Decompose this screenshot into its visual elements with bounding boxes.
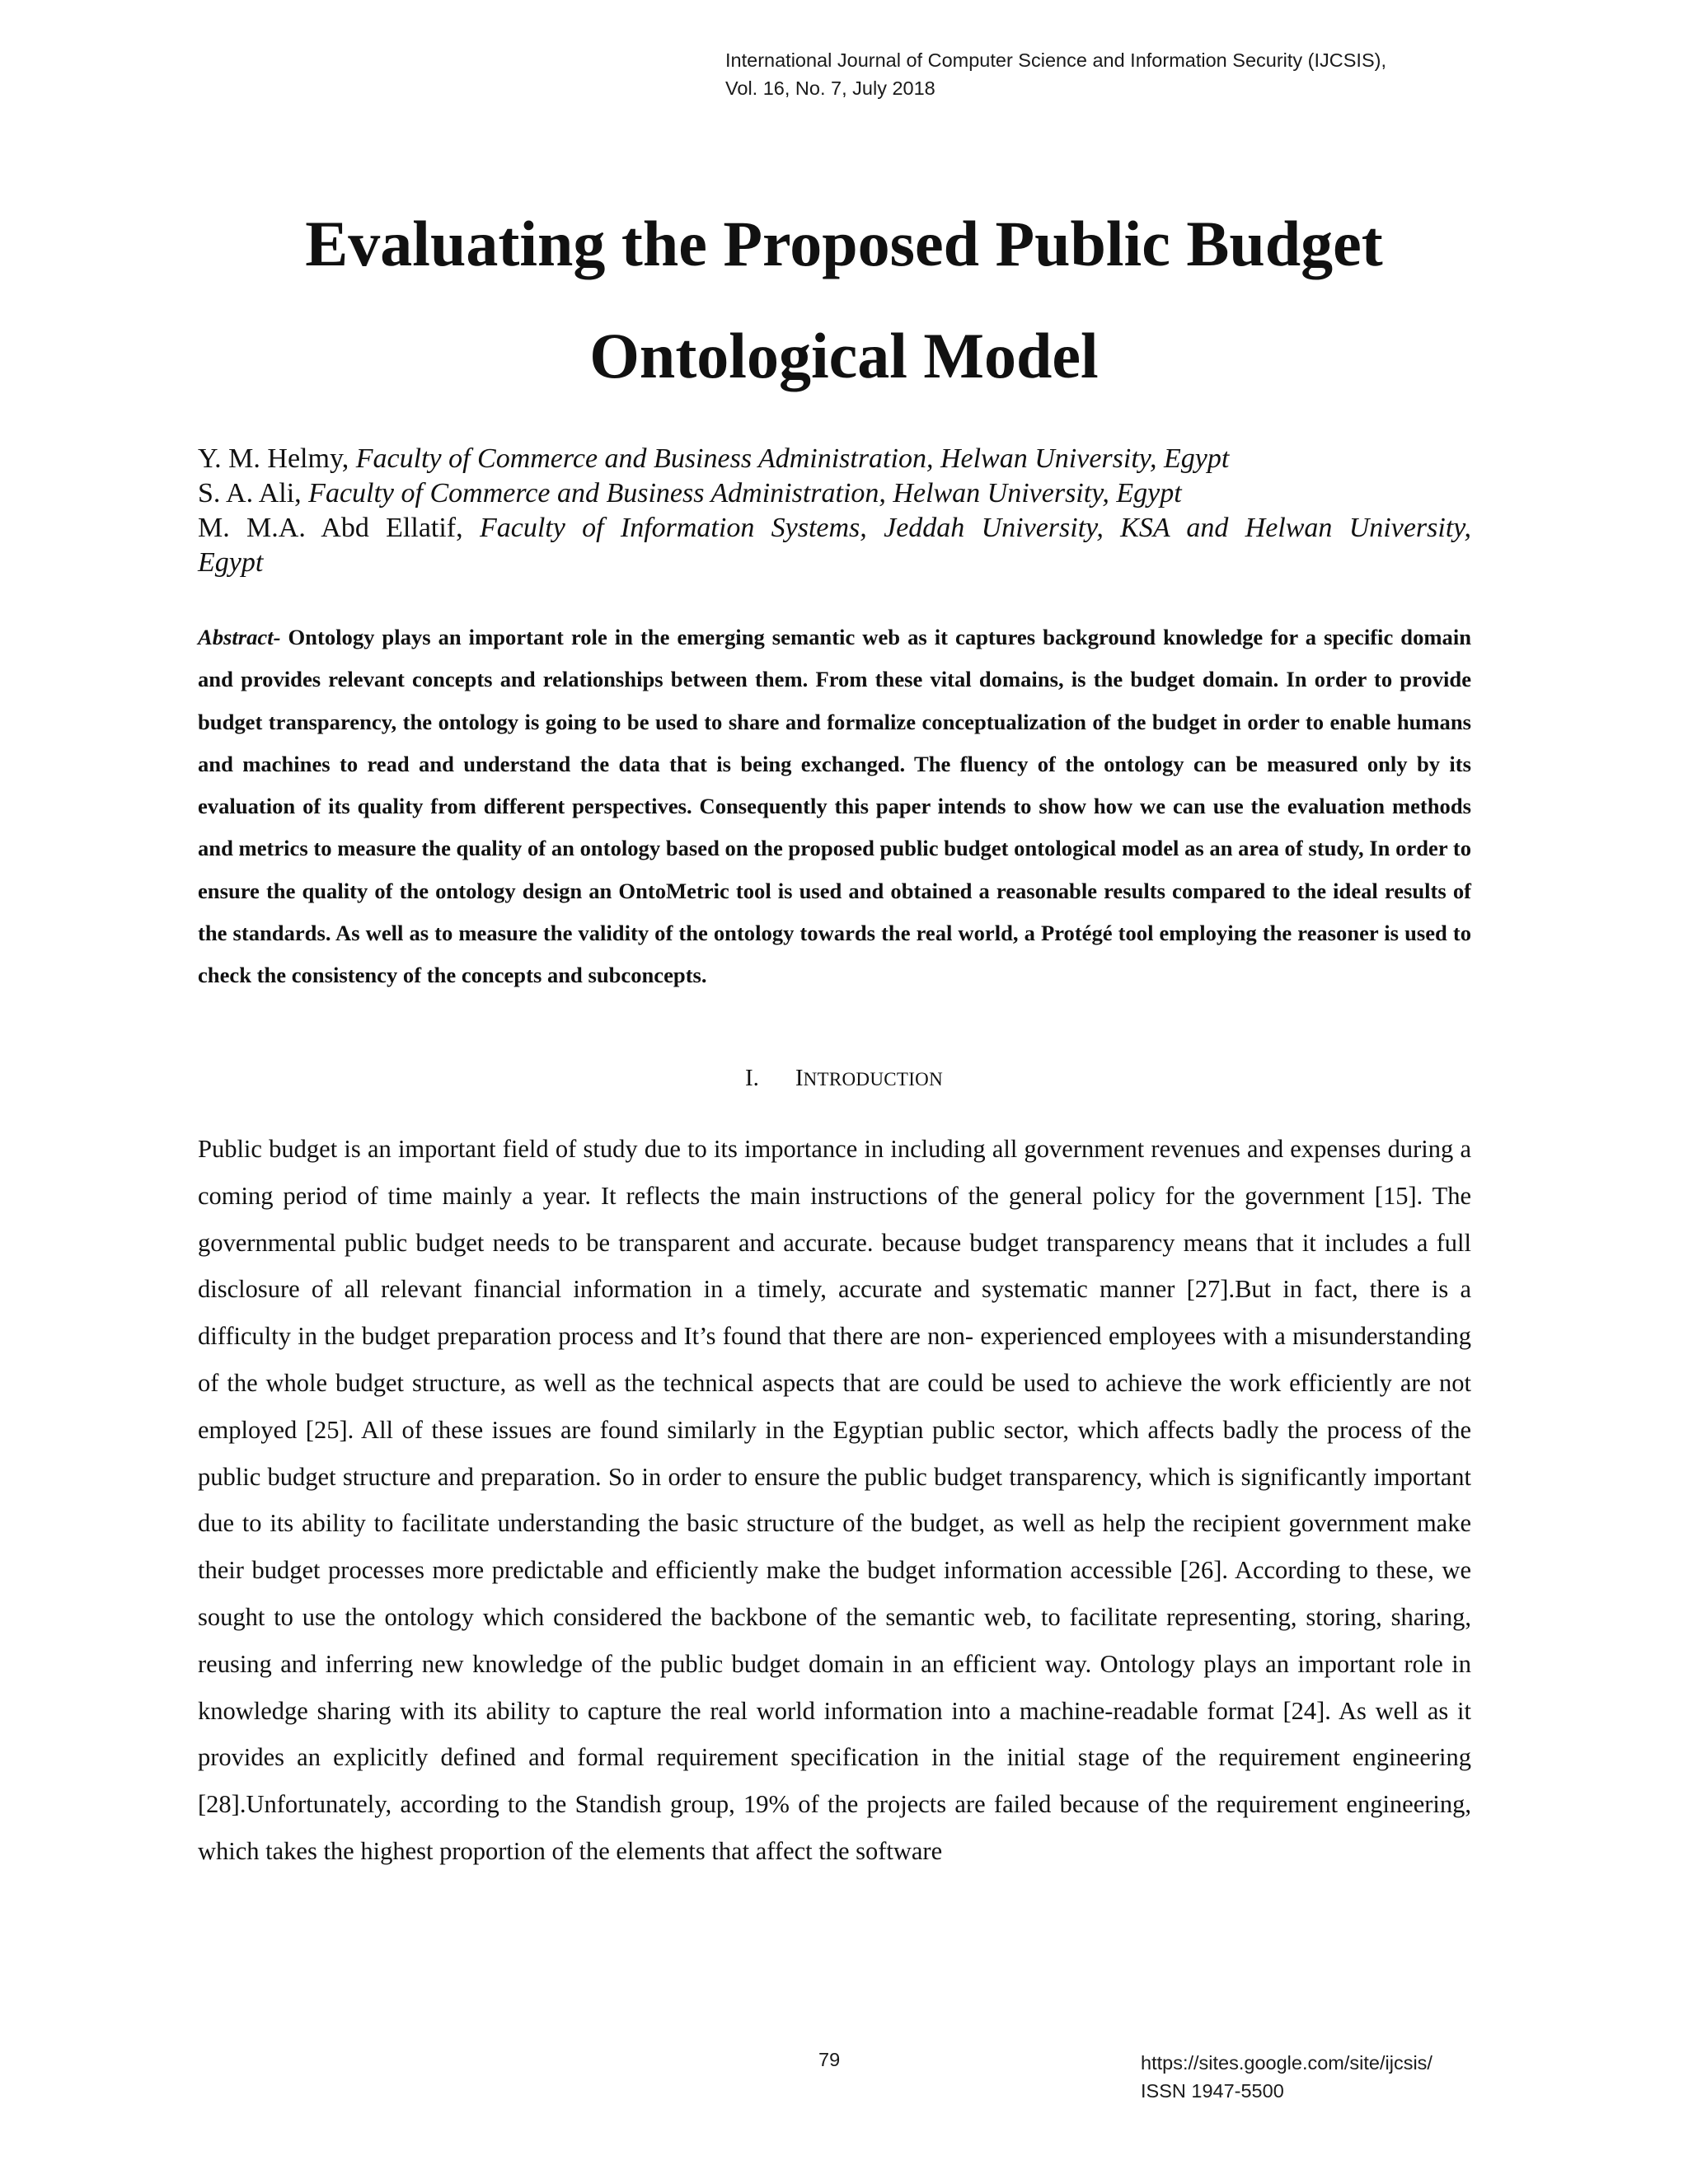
journal-header	[725, 46, 1582, 102]
paper-title-line-2: Ontological Model	[589, 320, 1099, 391]
paper-title	[0, 188, 1688, 412]
section-title-rest: NTRODUCTION	[803, 1069, 943, 1090]
section-title-initial: I	[795, 1065, 804, 1091]
abstract-text: Ontology plays an important role in the emerging semantic web as it captures background knowledge for a specific domain and provides relevant concepts and relationships between them. From these vital domains, is the budget domain. In order to provide budget transparency, the ontology is going to be used to share and formalize conceptualization of the budget in order to enable humans and machines to read and understand the data that is being exchanged. The fluency of the ontology can be measured only by its evaluation of its quality from different perspectives. Consequently this paper intends to show how we can use the evaluation methods and metrics to measure the quality of an ontology based on the proposed public budget ontological model as an area of study, In order to ensure the quality of the ontology design an OntoMetric tool is used and obtained a reasonable results compared to the ideal results of the standards. As well as to measure the validity of the ontology towards the real world, a Protégé tool employing the reasoner is used to check the consistency of the concepts and subconcepts.	[198, 625, 1471, 988]
author-name: S. A. Ali,	[198, 478, 302, 509]
abstract-label: Abstract-	[198, 625, 281, 649]
author-name: Y. M. Helmy,	[198, 443, 349, 474]
author-affiliation: Faculty of Commerce and Business Administration, Helwan University, Egypt	[355, 443, 1230, 474]
page-number: 79	[818, 2049, 841, 2070]
author-entry	[198, 511, 1471, 546]
section-heading	[0, 1062, 1688, 1096]
author-affiliation: Faculty of Information Systems, Jeddah University, KSA and Helwan University,	[479, 513, 1471, 543]
author-entry	[198, 476, 1471, 511]
issn: ISSN 1947-5500	[1141, 2080, 1284, 2102]
abstract	[198, 616, 1471, 997]
journal-url: https://sites.google.com/site/ijcsis/	[1141, 2052, 1432, 2074]
author-list	[198, 442, 1471, 580]
paper-title-line-1: Evaluating the Proposed Public Budget	[305, 208, 1383, 279]
journal-volume: Vol. 16, No. 7, July 2018	[725, 77, 935, 99]
body-paragraph: Public budget is an important field of study due to its importance in including all government revenues and expenses during a coming period of time mainly a year. It reflects the main instructions of the general policy for the government [15]. The governmental public budget needs to be transparent and accurate. because budget transparency means that it includes a full disclosure of all relevant financial information in a timely, accurate and systematic manner [27].But in fact, there is a difficulty in the budget preparation process and It’s found that there are non- experienced employees with a misunderstanding of the whole budget structure, as well as the technical aspects that are could be used to achieve the work efficiently are not employed [25]. All of these issues are found similarly in the Egyptian public sector, which affects badly the process of the public budget structure and preparation. So in order to ensure the public budget transparency, which is significantly important due to its ability to facilitate understanding the basic structure of the budget, as well as help the recipient government make their budget processes more predictable and efficiently make the budget information accessible [26]. According to these, we sought to use the ontology which considered the backbone of the semantic web, to facilitate representing, storing, sharing, reusing and inferring new knowledge of the public budget domain in an efficient way. Ontology plays an important role in knowledge sharing with its ability to capture the real world information into a machine-readable format [24]. As well as it provides an explicitly defined and formal requirement specification in the initial stage of the requirement engineering [28].Unfortunately, according to the Standish group, 19% of the projects are failed because of the requirement engineering, which takes the highest proportion of the elements that affect the software	[198, 1135, 1471, 1865]
author-affiliation-continued: Egypt	[198, 547, 264, 578]
author-affiliation: Faculty of Commerce and Business Administration, Helwan University, Egypt	[308, 478, 1182, 509]
journal-name: International Journal of Computer Science and Information Security (IJCSIS),	[725, 49, 1386, 71]
author-entry	[198, 442, 1471, 476]
author-name: M. M.A. Abd Ellatif,	[198, 513, 463, 543]
footer-info	[1141, 2049, 1432, 2105]
section-number: I.	[745, 1065, 759, 1091]
